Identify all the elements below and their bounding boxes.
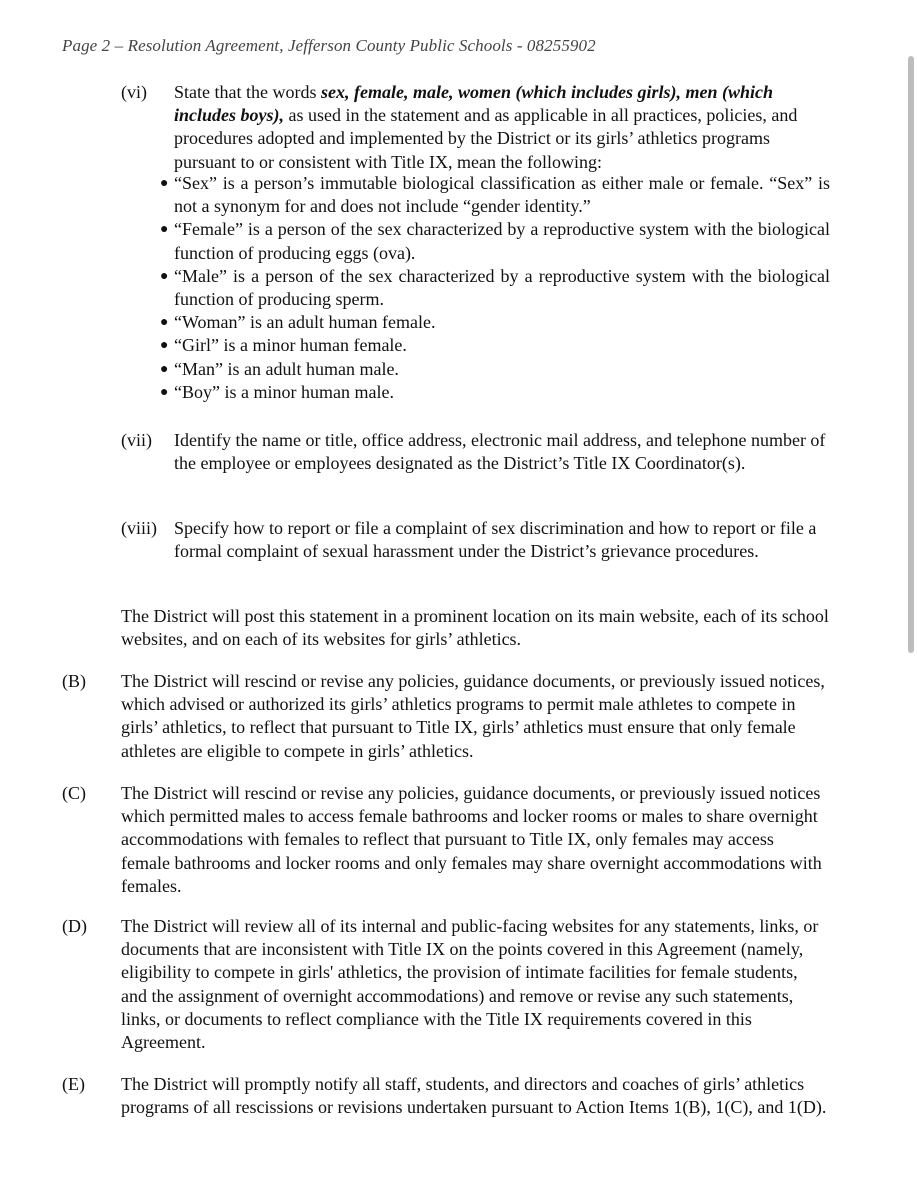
item-vi-body: [174, 81, 830, 174]
bullet-icon: ●: [160, 361, 169, 377]
item-marker: (vii): [121, 430, 152, 450]
item-marker: (viii): [121, 518, 157, 538]
bullet-icon: ●: [160, 222, 169, 238]
list-item: ● “Boy” is a minor human male.: [160, 381, 830, 404]
list-item: ● “Woman” is an adult human female.: [160, 311, 830, 334]
item-marker: (vi): [121, 82, 147, 102]
list-item: ● “Girl” is a minor human female.: [160, 334, 830, 357]
item-marker: (C): [62, 783, 86, 803]
post-statement-paragraph: The District will post this statement in a prominent location on its main website, each of its school websites, and on each of its websites for girls’ athletics.: [121, 606, 829, 650]
list-item: ● “Male” is a person of the sex characterized by a reproductive system with the biological function of producing sperm.: [160, 265, 830, 310]
bullet-icon: ●: [160, 315, 169, 331]
item-vi-text-before: State that the words: [174, 82, 321, 102]
item-e-text: The District will promptly notify all staff, students, and directors and coaches of girls’ athletics programs of all rescissions or revisions undertaken pursuant to Action Items 1(B), 1(C), and 1(D).: [121, 1074, 827, 1118]
item-marker: (B): [62, 671, 86, 691]
list-item: ● “Female” is a person of the sex characterized by a reproductive system with the biological function of producing eggs (ova).: [160, 219, 830, 263]
list-item: ● “Man” is an adult human male.: [160, 358, 830, 381]
bullet-icon: ●: [160, 338, 169, 354]
item-marker: (D): [62, 916, 87, 936]
definitions-list: [160, 172, 830, 404]
scrollbar-thumb[interactable]: [908, 56, 914, 653]
item-vi-text-after: as used in the statement and as applicable in all practices, policies, and procedures adopted and implemented by the District or its girls’ athletics programs pursuant to or consistent with Title IX, mean the following:: [174, 105, 798, 172]
bullet-icon: ●: [160, 268, 169, 284]
item-vii-text: Identify the name or title, office address, electronic mail address, and telephone number of the employee or employees designated as the District’s Title IX Coordinator(s).: [174, 430, 826, 474]
item-vi-defined-terms: sex, female, male, women (which includes girls), men (which includes boys),: [174, 82, 773, 126]
list-item: ● “Sex” is a person’s immutable biological classification as either male or female. “Sex” is not a synonym for and does not include “gender identity.”: [160, 173, 830, 217]
bullet-icon: ●: [160, 176, 169, 191]
bullet-icon: ●: [160, 384, 169, 400]
page-header: Page 2 – Resolution Agreement, Jefferson County Public Schools - 08255902: [62, 36, 596, 55]
item-marker: (E): [62, 1074, 85, 1094]
item-c-text: The District will rescind or revise any policies, guidance documents, or previously issued notices which permitted males to access female bathrooms and locker rooms or males to share overnight accommodations with females to reflect that pursuant to Title IX, only females may access female bathrooms and locker rooms and only females may share overnight accommodations with females.: [121, 783, 822, 896]
item-d-text: The District will review all of its internal and public-facing websites for any statements, links, or documents that are inconsistent with Title IX on the points covered in this Agreement (namely, eligibility to compete in girls' athletics, the provision of intimate facilities for female students, and the assignment of overnight accommodations) and remove or revise any such statements, links, or documents to reflect compliance with the Title IX requirements covered in this Agreement.: [121, 916, 819, 1053]
item-b-text: The District will rescind or revise any policies, guidance documents, or previously issued notices, which advised or authorized its girls’ athletics programs to permit male athletes to compete in girls’ athletics, to reflect that pursuant to Title IX, girls’ athletics must ensure that only female athletes are eligible to compete in girls’ athletics.: [121, 671, 825, 761]
item-viii-text: Specify how to report or file a complaint of sex discrimination and how to report or file a formal complaint of sexual harassment under the District’s grievance procedures.: [174, 518, 817, 562]
